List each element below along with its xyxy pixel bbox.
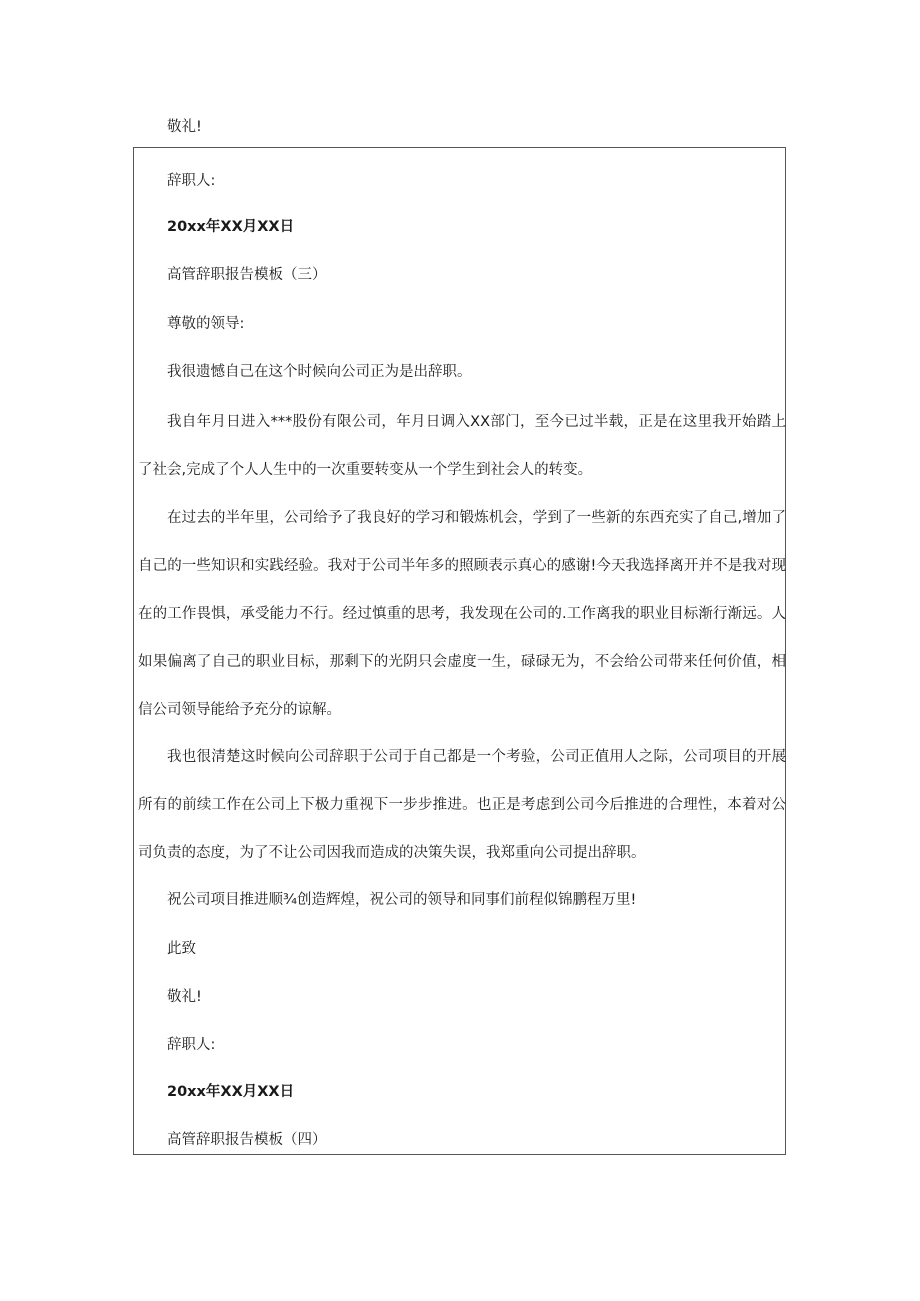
background-paragraph: 我自年月日进入***股份有限公司，年月日调入XX部门，至今已过半载，正是在这里我开始踏上了社会,完成了个人人生中的一次重要转变从一个学生到社会人的转变。	[138, 414, 786, 478]
section-title-4: 高管辞职报告模板（四）	[167, 1132, 327, 1148]
signature-date: 20xx年XX月XX日	[167, 219, 295, 235]
top-closing-text: 敬礼!	[167, 119, 202, 135]
intro-paragraph: 我很遗憾自己在这个时候向公司正为是出辞职。	[167, 364, 472, 380]
resigner-label: 辞职人:	[167, 173, 216, 189]
section-title-3: 高管辞职报告模板（三）	[167, 267, 327, 283]
gratitude-paragraph: 在过去的半年里，公司给予了我良好的学习和锻炼机会，学到了一些新的东西充实了自己,增加了自己的一些知识和实践经验。我对于公司半年多的照顾表示真心的感谢!今天我选择离开并不是我对现在的工作畏惧，承受能力不行。经过慎重的思考，我发现在公司的.工作离我的职业目标渐行渐远。人如果偏离了自己的职业目标，那剩下的光阴只会虚度一生，碌碌无为，不会给公司带来任何价值，相信公司领导能给予充分的谅解。	[138, 510, 786, 718]
reason-paragraph: 我也很清楚这时候向公司辞职于公司于自己都是一个考验，公司正值用人之际，公司项目的开展所有的前续工作在公司上下极力重视下一步步推进。也正是考虑到公司今后推进的合理性，本着对公司负责的态度，为了不让公司因我而造成的决策失误，我郑重向公司提出辞职。	[138, 749, 786, 861]
closing-line-2: 敬礼!	[167, 989, 202, 1005]
resigner-label-2: 辞职人:	[167, 1037, 216, 1053]
signature-date-2: 20xx年XX月XX日	[167, 1084, 295, 1100]
wishes-paragraph: 祝公司项目推进顺¾创造辉煌，祝公司的领导和同事们前程似锦鹏程万里!	[167, 892, 637, 908]
closing-line-1: 此致	[167, 941, 196, 957]
salutation: 尊敬的领导:	[167, 316, 245, 332]
